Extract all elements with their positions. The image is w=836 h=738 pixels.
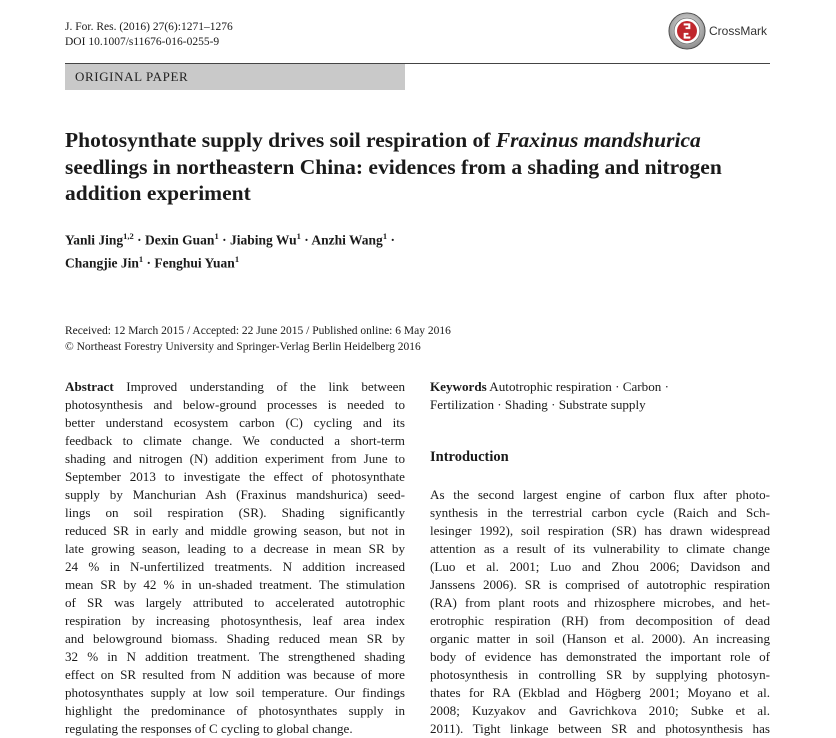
abstract-line: respiration by increasing photosynthesis, leaf area index [65,613,405,628]
keywords-line: Fertilization · Shading · Substrate supply [430,397,646,412]
copyright-line: © Northeast Forestry University and Springer-Verlag Berlin Heidelberg 2016 [65,340,421,353]
author-name[interactable]: Dexin Guan [145,232,215,248]
publication-dates [65,324,451,355]
journal-citation: J. For. Res. (2016) 27(6):1271–1276 [65,21,233,33]
abstract-line: photosynthates supply at low soil temperature. Our findings [65,685,405,700]
abstract-line: highlight the predominance of photosynthates supply in [65,703,405,718]
abstract-line: 24 % in N-unfertilized treatments. N addition increased [65,559,405,574]
intro-line: lesinger 1992), soil respiration (SR) has drawn widespread [430,523,770,538]
author-affiliation: 1 [214,231,219,241]
paper-type-label: ORIGINAL PAPER [75,69,189,84]
abstract-line: regulating the responses of C cycling to global change. [65,721,353,736]
crossmark-icon [668,12,706,50]
keywords-line [430,378,770,396]
intro-line: photosynthesis in controlling SR by supplying photosyn- [430,667,770,682]
intro-line: body of evidence has demonstrated the important role of [430,649,770,664]
abstract-line: effect on SR resulted from N addition was because of more [65,667,405,682]
introduction-heading: Introduction [430,449,509,465]
abstract-line: of SR was largely attributed to accelerated autotrophic [65,595,405,610]
author-affiliation: 1 [234,253,240,264]
author-name[interactable]: Anzhi Wang [311,232,383,248]
abstract-heading: Abstract [65,379,114,394]
title-part1: Photosynthate supply drives soil respiration of [65,128,496,152]
intro-line: attention as a result of its vulnerability to climate change [430,541,770,556]
intro-line: (RA) from plant roots and rhizosphere microbes, and het- [430,595,770,610]
abstract-line: late growing season, leading to a decrease in mean SR by [65,541,405,556]
crossmark-badge[interactable] [668,12,767,50]
keywords-text: Autotrophic respiration · Carbon · [486,379,669,394]
abstract-line: lings on soil respiration (SR). Shading significantly [65,505,405,520]
intro-line: As the second largest engine of carbon flux after photo- [430,487,770,502]
abstract-line: photosynthesis and below-ground processes is needed to [65,397,405,412]
author-name[interactable]: Yanli Jing [65,232,124,248]
intro-line: thates for RA (Ekblad and Högberg 2001; Moyano et al. [430,685,770,700]
intro-line: (Luo et al. 2001; Luo and Zhou 2006; Davidson and [430,559,770,574]
author-list: Yanli Jing$^{1,2}$ · Dexin Guan$^1$ · Jiabing $Wu^1$ · Anzhi Wang$^1$ · Changjie Jin$^1$ · Fenghui Yuan$^1$ [65,231,395,270]
intro-line: synthesis in the terrestrial carbon cycle (Raich and Sch- [430,505,770,520]
author-affiliation: 1,2 [123,231,134,241]
abstract-line: better understand ecosystem carbon (C) cycling and its [65,415,405,430]
journal-header [65,20,233,50]
intro-line: organic matter in soil (Hanson et al. 2000). An increasing [430,631,770,646]
crossmark-label: CrossMark [709,24,768,38]
doi[interactable]: DOI 10.1007/s11676-016-0255-9 [65,36,220,48]
intro-line: Janssens 2006). SR is comprised of autotrophic respiration [430,577,770,592]
intro-line: 2008; Kuzyakov and Gavrichkova 2010; Subke et al. [430,703,770,718]
author-affiliation: 1 [138,253,144,264]
author-name[interactable]: Fenghui Yuan [154,255,235,270]
intro-line: erotrophic respiration (RH) from decomposition of dead [430,613,770,628]
title-part2: seedlings in northeastern China: evidences from a shading and nitrogen addition experiment [65,154,722,205]
title-species: Fraxinus mandshurica [495,128,701,152]
abstract-line: feedback to climate change. We conducted a short-term [65,433,405,448]
keywords [430,378,770,414]
author-name[interactable]: Jiabing Wu [229,232,297,248]
abstract-line: September 2013 to investigate the effect of photosynthate [65,469,405,484]
abstract-line: supply by Manchurian Ash (Fraxinus mandshurica) seed- [65,487,405,502]
abstract-line: mean SR by 42 % in un-shaded treatment. The stimulation [65,577,405,592]
paper-title [65,127,765,207]
received-accepted-published: Received: 12 March 2015 / Accepted: 22 June 2015 / Published online: 6 May 2016 [65,325,451,337]
author-affiliation: 1 [296,231,301,241]
abstract-line: and belowground biomass. Shading reduced mean SR by [65,631,405,646]
abstract-line-text: Improved understanding of the link between [113,379,405,394]
author-name[interactable]: Changjie Jin [65,255,139,270]
abstract [65,378,405,738]
abstract-line: 32 % in N addition treatment. The strengthened shading [65,649,405,664]
intro-line: 2011). Tight linkage between SR and photosynthesis has [430,721,770,736]
abstract-line: reduced SR in early and middle growing season, but not in [65,523,405,538]
author-affiliation: 1 [382,231,388,241]
introduction-body [430,486,770,738]
abstract-line [65,378,405,396]
keywords-heading: Keywords [430,379,487,394]
abstract-line: shading and nitrogen (N) addition experiment from June to [65,451,405,466]
